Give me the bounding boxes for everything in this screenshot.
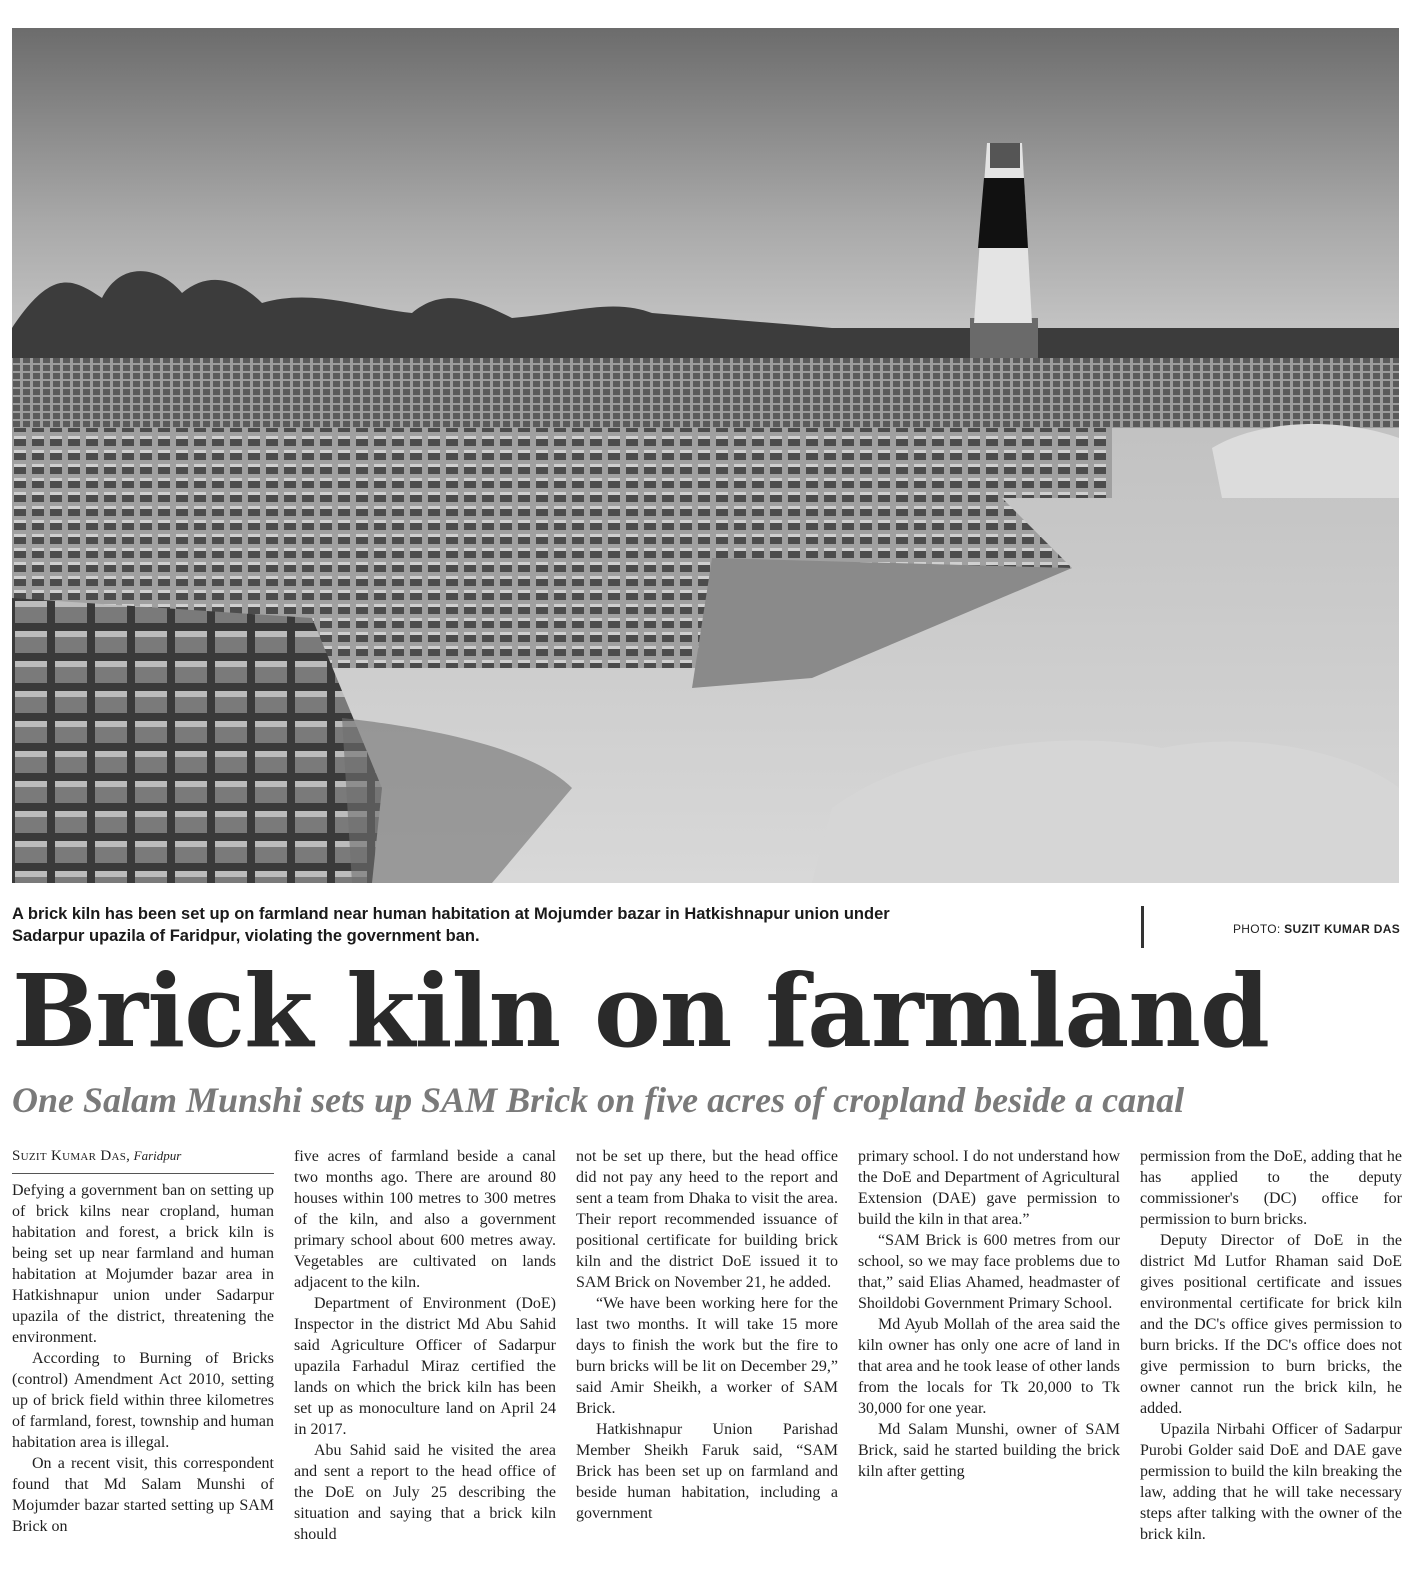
paragraph: According to Burning of Bricks (control) Amendment Act 2010, setting up of brick field within three kilometres of farmland, forest, township and human habitation area is illegal. (12, 1350, 274, 1451)
paragraph: Md Salam Munshi, owner of SAM Brick, said he started building the brick kiln after getting (858, 1421, 1120, 1480)
photo-credit-label: PHOTO: (1232, 922, 1281, 936)
paragraph: Hatkishnapur Union Parishad Member Sheikh Faruk said, “SAM Brick has been set up on farmland and beside human habitation, including a government (576, 1421, 838, 1522)
paragraph: “SAM Brick is 600 metres from our school, so we may face problems due to that,” said Elias Ahamed, headmaster of Shoildobi Government Primary School. (858, 1232, 1120, 1312)
paragraph: primary school. I do not understand how the DoE and Department of Agricultural Extension (DAE) gave permission to build the kiln in that area.” (858, 1148, 1120, 1228)
article-column-1 (12, 1146, 274, 1582)
brick-kiln-photo-illustration (12, 28, 1399, 883)
news-photo (12, 28, 1399, 883)
paragraph: On a recent visit, this correspondent found that Md Salam Munshi of Mojumder bazar started setting up SAM Brick on (12, 1455, 274, 1535)
article-column-4 (858, 1146, 1120, 1582)
article-body (12, 1146, 1402, 1582)
paragraph: Md Ayub Mollah of the area said the kiln owner has only one acre of land in that area and he took lease of other lands from the locals for Tk 20,000 to Tk 30,000 for one year. (858, 1316, 1120, 1417)
byline (12, 1146, 274, 1174)
paragraph: permission from the DoE, adding that he has applied to the deputy commissioner's (DC) office for permission to burn bricks. (1140, 1148, 1402, 1228)
article-subheadline: One Salam Munshi sets up SAM Brick on five acres of cropland beside a canal (12, 1080, 1185, 1120)
photo-credit (1233, 922, 1400, 936)
article-column-3 (576, 1146, 838, 1582)
photo-credit-name: SUZIT KUMAR DAS (1284, 922, 1400, 936)
article-column-5 (1140, 1146, 1402, 1582)
paragraph: Department of Environment (DoE) Inspector in the district Md Abu Sahid said Agriculture Officer of Sadarpur upazila Farhadul Miraz certified the lands on which the brick kiln has been set up as monoculture land on April 24 in 2017. (294, 1295, 556, 1438)
paragraph: Defying a government ban on setting up of brick kilns near cropland, human habitation and forest, a brick kiln is being set up near farmland and human habitation at Mojumder bazar area in Hatkishnapur union under Sadarpur upazila of the district, threatening the environment. (12, 1182, 274, 1346)
paragraph: not be set up there, but the head office did not pay any heed to the report and sent a team from Dhaka to visit the area. Their report recommended issuance of positional certificate for building brick kiln and the district DoE issued it to SAM Brick on November 21, he added. (576, 1148, 838, 1291)
byline-author: Suzit Kumar Das, (12, 1148, 131, 1164)
photo-caption: A brick kiln has been set up on farmland near human habitation at Mojumder bazar in Hatkishnapur union under Sadarpur upazila of Faridpur, violating the government ban. (12, 905, 890, 945)
caption-divider (1141, 906, 1144, 948)
paragraph: Abu Sahid said he visited the area and sent a report to the head office of the DoE on July 25 describing the situation and saying that a brick kiln should (294, 1442, 556, 1543)
paragraph: Deputy Director of DoE in the district Md Lutfor Rhaman said DoE gives positional certificate and issues environmental certificate for brick kiln and the DC's office gives permission to burn bricks. If the DC's office does not give permission to burn bricks, the owner cannot run the brick kiln, he added. (1140, 1232, 1402, 1417)
paragraph: Upazila Nirbahi Officer of Sadarpur Purobi Golder said DoE and DAE gave permission to build the kiln breaking the law, adding that he will take necessary steps after talking with the owner of the brick kiln. (1140, 1421, 1402, 1543)
paragraph: five acres of farmland beside a canal two months ago. There are around 80 houses within 100 metres to 300 metres of the kiln, and also a government primary school about 600 metres away. Vegetables are cultivated on lands adjacent to the kiln. (294, 1148, 556, 1291)
article-headline: Brick kiln on farmland (12, 952, 1269, 1070)
article-column-2 (294, 1146, 556, 1582)
paragraph: “We have been working here for the last two months. It will take 15 more days to finish the work but the fire to burn bricks will be lit on December 29,” said Amir Sheikh, a worker of SAM Brick. (576, 1295, 838, 1417)
byline-location: Faridpur (133, 1148, 182, 1163)
